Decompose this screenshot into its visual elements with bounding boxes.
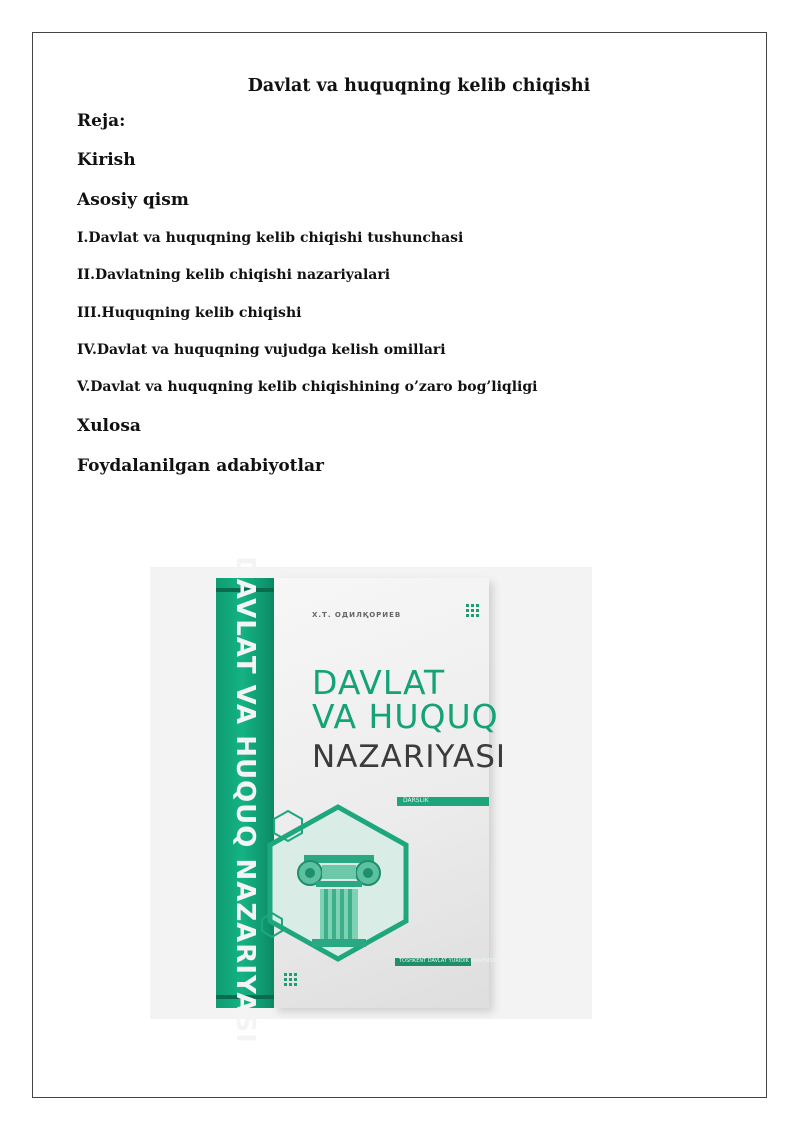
cover-dots-icon [466,604,480,618]
outline-item-5: V.Davlat va huquqning kelib chiqishining o’zaro bog’liqligi [77,379,538,395]
book-title-line-1: DAVLAT [312,663,446,702]
book-publisher: TOSHKENT DAVLAT YURIDIK UNIVERSITETI [399,958,505,964]
outline-asosiy-qism: Asosiy qism [77,190,189,210]
cover-dots-bottom-icon [284,973,298,987]
outline-adabiyotlar: Foydalanilgan adabiyotlar [77,456,324,476]
book-edition: DARSLIK [403,797,429,804]
outline-xulosa: Xulosa [77,416,141,436]
outline-item-1: I.Davlat va huquqning kelib chiqishi tushunchasi [77,230,464,246]
book-author: Х.Т. ОДИЛҚОРИЕВ [312,611,402,619]
book-title-line-2: VA HUQUQ [312,697,499,736]
outline-item-3: III.Huquqning kelib chiqishi [77,305,302,321]
document-title: Davlat va huquqning kelib chiqishi [247,76,591,96]
column-emblem-icon [258,803,418,963]
book-title-line-3: NAZARIYASI [312,739,507,775]
book-publisher-band [395,958,505,966]
outline-kirish: Kirish [77,150,136,170]
outline-reja: Reja: [77,111,126,131]
spine-title [229,556,261,1044]
outline-item-4: IV.Davlat va huquqning vujudga kelish omillari [77,342,446,358]
spine-title-text: DAVLAT VA HUQUQ NAZARIYASI [230,556,261,1044]
outline-item-2: II.Davlatning kelib chiqishi nazariyalari [77,267,391,283]
